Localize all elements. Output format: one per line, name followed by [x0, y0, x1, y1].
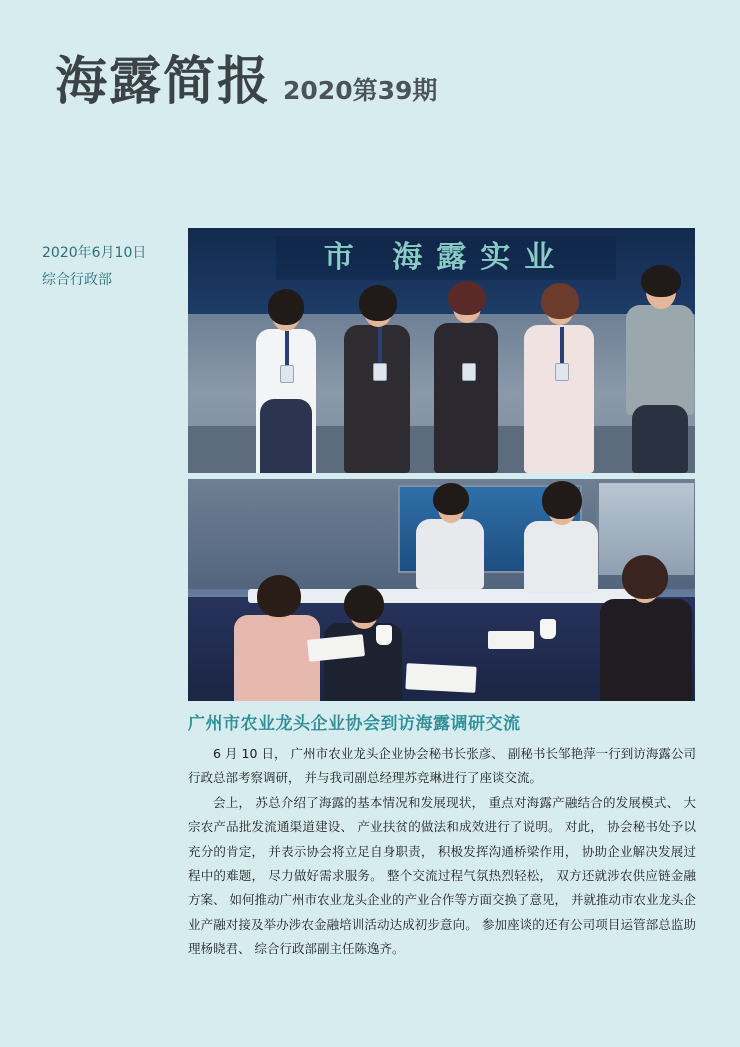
photo-person-badge [373, 363, 387, 381]
article-headline: 广州市农业龙头企业协会到访海露调研交流 [188, 714, 521, 734]
photo-person-hair [268, 289, 304, 325]
article-body [188, 742, 696, 961]
photo-person [620, 265, 695, 473]
photo-person-skirt [260, 399, 312, 473]
page-title: 海露简报 [55, 52, 272, 112]
photo-person-pants [632, 405, 688, 473]
photo-person [596, 551, 695, 701]
photo-person-hair [542, 481, 582, 519]
photo-person [410, 479, 490, 587]
photo-person-lanyard [285, 331, 289, 365]
meeting-cup [540, 619, 556, 639]
group-photo [188, 228, 695, 473]
photo-person-body [524, 325, 594, 473]
photo-person-badge [462, 363, 476, 381]
photo-person-hair [433, 483, 469, 515]
photo-person [338, 277, 418, 473]
meeting-photo [188, 479, 695, 701]
photo-person-body [344, 325, 410, 473]
photo-person-body [234, 615, 320, 701]
photo-person-body [600, 599, 692, 701]
photo-person-hair [541, 283, 579, 319]
meeting-cup [376, 625, 392, 645]
photo-person-body [524, 521, 598, 593]
article-paragraph: 6 月 10 日， 广州市农业龙头企业协会秘书长张彦、 副秘书长邹艳萍一行到访海露公司行政总部考察调研， 并与我司副总经理苏竞琳进行了座谈交流。 [188, 746, 696, 786]
photo-person [518, 277, 602, 473]
article-paragraph: 会上， 苏总介绍了海露的基本情况和发展现状， 重点对海露产融结合的发展模式、 大宗农产品批发流通渠道建设、 产业扶贫的做法和成效进行了说明。 对此， 协会秘书处予以充分的肯定， 并表示协会将立足自身职责， 积极发挥沟通桥梁作用， 协助企业解决发展过程中的难题， 尽力做好需求服务。 整个交流过程气氛热烈轻松， 双方还就涉农供应链金融方案、 如何推动广州市农业龙头企业的产业合作等方面交换了意见， 并就推动市农业龙头企业产融对接及举办涉农金融培训活动达成初步意向。 参加座谈的还有公司项目运管部总监助理杨晓君、 综合行政部副主任陈逸齐。 [188, 794, 696, 956]
photo-person-badge [280, 365, 294, 383]
department-label: 综合行政部 [42, 271, 112, 288]
photo-person-body [626, 305, 694, 415]
photo-person-hair [448, 281, 486, 315]
photo-banner-text: 市 海露实业 [276, 236, 616, 280]
photo-person [250, 283, 322, 473]
meeting-paper [405, 663, 476, 693]
photo-person-badge [555, 363, 569, 381]
issue-label: 2020第39期 [283, 76, 438, 105]
meeting-paper [488, 631, 534, 649]
photo-person [518, 479, 604, 591]
meta-column [42, 240, 182, 293]
photo-person-hair [257, 575, 301, 617]
photo-person-hair [344, 585, 384, 623]
photo-person [230, 571, 326, 701]
publication-date: 2020年6月10日 [42, 245, 147, 261]
photo-person-hair [641, 265, 681, 297]
photo-person-hair [359, 285, 397, 321]
masthead [55, 52, 438, 112]
photo-person-lanyard [378, 327, 382, 363]
photo-person-body [416, 519, 484, 589]
photo-person-body [434, 323, 498, 473]
photo-person-lanyard [560, 327, 564, 363]
photo-person [428, 275, 506, 473]
photo-person-hair [622, 555, 668, 599]
